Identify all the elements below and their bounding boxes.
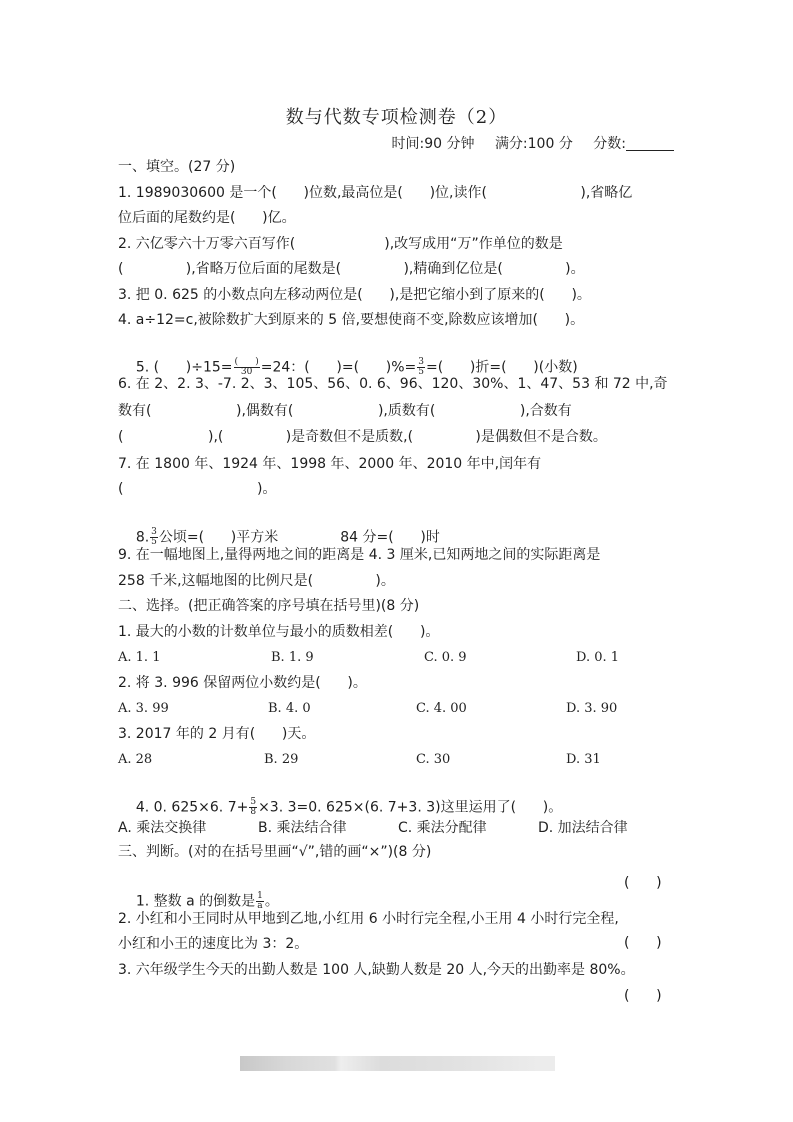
tf-q2-line2: 小红和小王的速度比为 3：2。 xyxy=(118,936,309,952)
mc-q4-option-a[interactable]: A. 乘法交换律 xyxy=(118,820,207,836)
q3-line: 3. 把 0. 625 的小数点向左移动两位是( ),是把它缩小到了原来的( )。 xyxy=(118,287,591,303)
q8-fraction: $\frac{3}{5}$ xyxy=(151,527,157,547)
mc-q3-option-c[interactable]: C. 30 xyxy=(416,752,451,767)
mc-q3-option-b[interactable]: B. 29 xyxy=(264,752,299,767)
q5-line: 5. ( )÷15= $\frac{( )}{30}$ =24：( )=( )%= $\frac{3}{5}$ =( )折=( )(小数) xyxy=(135,357,578,377)
mc-q2-option-a[interactable]: A. 3. 99 xyxy=(118,701,169,716)
mc-q4-option-b[interactable]: B. 乘法结合律 xyxy=(258,820,347,836)
mc-q4-option-d[interactable]: D. 加法结合律 xyxy=(538,820,628,836)
q2-line1: 2. 六亿零六十万零六百写作( ),改写成用“万”作单位的数是 xyxy=(118,236,563,252)
tf-q1-answer[interactable]: ( ) xyxy=(624,875,662,891)
section1-heading: 一、填空。(27 分) xyxy=(118,159,236,175)
blurred-footer xyxy=(240,1056,555,1071)
page-title: 数与代数专项检测卷（2） xyxy=(285,107,508,128)
full-score-label: 满分:100 分 xyxy=(494,136,573,152)
mc-q1-stem: 1. 最大的小数的计数单位与最小的质数相差( )。 xyxy=(118,624,440,640)
q5-fraction: $\frac{( )}{30}$ xyxy=(234,357,259,377)
tf-q2-answer[interactable]: ( ) xyxy=(624,935,662,951)
mc-q2-option-b[interactable]: B. 4. 0 xyxy=(268,701,311,716)
tf-q1-fraction: $\frac{1}{a}$ xyxy=(257,891,263,911)
q8-line: 8. $\frac{3}{5}$ 公顷=( )平方米 84 分=( )时 xyxy=(135,527,440,547)
q7-line1: 7. 在 1800 年、1924 年、1998 年、2000 年、2010 年中,闰年有 xyxy=(118,456,542,472)
exam-meta xyxy=(376,133,675,153)
q6-line2: 数有( ),偶数有( ),质数有( ),合数有 xyxy=(118,403,572,419)
mc-q3-option-a[interactable]: A. 28 xyxy=(118,752,153,767)
mc-q4-stem: 4. 0. 625×6. 7+ $\frac{5}{8}$ ×3. 3=0. 625×(6. 7+3. 3)这里运用了( )。 xyxy=(135,797,563,817)
tf-q2-line1: 2. 小红和小王同时从甲地到乙地,小红用 6 小时行完全程,小王用 4 小时行完全程, xyxy=(118,911,619,927)
q9-line2: 258 千米,这幅地图的比例尺是( )。 xyxy=(118,573,395,589)
mc-q2-option-d[interactable]: D. 3. 90 xyxy=(566,701,618,716)
score-label: 分数: xyxy=(593,136,626,152)
q4-line: 4. a÷12=c,被除数扩大到原来的 5 倍,要想使商不变,除数应该增加( )。 xyxy=(118,312,585,328)
q1-line2: 位后面的尾数约是( )亿。 xyxy=(118,210,296,226)
q6-line3: ( ),( )是奇数但不是质数,( )是偶数但不是合数。 xyxy=(118,429,607,445)
section3-heading: 三、判断。(对的在括号里画“√”,错的画“×”)(8 分) xyxy=(118,844,432,860)
mc-q1-option-c[interactable]: C. 0. 9 xyxy=(424,650,467,665)
q2-line2: ( ),省略万位后面的尾数是( ),精确到亿位是( )。 xyxy=(118,261,585,277)
mc-q4-option-c[interactable]: C. 乘法分配律 xyxy=(398,820,487,836)
section2-heading: 二、选择。(把正确答案的序号填在括号里)(8 分) xyxy=(118,598,420,614)
q7-line2: ( )。 xyxy=(118,481,277,497)
mc-q2-option-c[interactable]: C. 4. 00 xyxy=(416,701,467,716)
mc-q1-option-d[interactable]: D. 0. 1 xyxy=(576,650,620,665)
mc-q1-option-b[interactable]: B. 1. 9 xyxy=(271,650,314,665)
mc-q3-stem: 3. 2017 年的 2 月有( )天。 xyxy=(118,726,316,742)
time-label: 时间:90 分钟 xyxy=(391,136,475,152)
tf-q1: 1. 整数 a 的倒数是 $\frac{1}{a}$ 。 xyxy=(135,891,279,911)
mc-q1-option-a[interactable]: A. 1. 1 xyxy=(118,650,161,665)
score-blank[interactable] xyxy=(626,136,674,151)
tf-q3-line1: 3. 六年级学生今天的出勤人数是 100 人,缺勤人数是 20 人,今天的出勤率是 80%。 xyxy=(118,962,635,978)
q1-line1: 1. 1989030600 是一个( )位数,最高位是( )位,读作( ),省略亿 xyxy=(118,185,633,201)
mc-q2-stem: 2. 将 3. 996 保留两位小数约是( )。 xyxy=(118,675,367,691)
q9-line1: 9. 在一幅地图上,量得两地之间的距离是 4. 3 厘米,已知两地之间的实际距离是 xyxy=(118,547,601,563)
mc-q3-option-d[interactable]: D. 31 xyxy=(566,752,601,767)
mc-q4-fraction: $\frac{5}{8}$ xyxy=(250,797,257,817)
q5-fraction-2: $\frac{3}{5}$ xyxy=(418,357,425,377)
q6-line1: 6. 在 2、2. 3、-7. 2、3、105、56、0. 6、96、120、30%、1、47、53 和 72 中,奇 xyxy=(118,376,668,392)
tf-q3-answer[interactable]: ( ) xyxy=(624,988,662,1004)
